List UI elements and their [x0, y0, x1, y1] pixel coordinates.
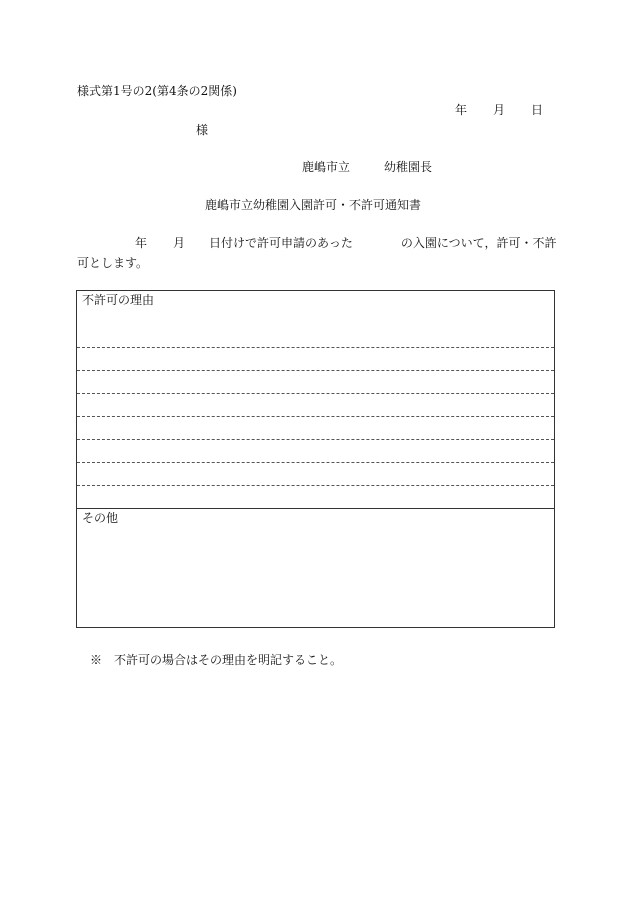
- other-section-label: その他: [82, 511, 119, 525]
- body-text-line1: [135, 236, 556, 250]
- date-day-label: 日: [531, 103, 544, 117]
- body-year-label: 年: [135, 236, 148, 250]
- reason-box: [76, 290, 555, 628]
- date-month-label: 月: [493, 103, 506, 117]
- issuer-title: 幼稚園長: [384, 160, 433, 174]
- form-number: 様式第1号の2(第4条の2関係): [77, 84, 237, 98]
- document-title: 鹿嶋市立幼稚園入園許可・不許可通知書: [205, 198, 422, 212]
- reason-writing-line: [77, 370, 554, 371]
- section-divider: [77, 508, 554, 509]
- reason-writing-line: [77, 393, 554, 394]
- date-line: [455, 103, 543, 117]
- reason-writing-line: [77, 462, 554, 463]
- reason-writing-line: [77, 416, 554, 417]
- reason-section-label: 不許可の理由: [82, 293, 155, 307]
- body-month-label: 月: [173, 236, 186, 250]
- reason-writing-line: [77, 439, 554, 440]
- date-year-label: 年: [455, 103, 468, 117]
- body-text-line2: 可とします。: [77, 256, 149, 270]
- footnote: ※ 不許可の場合はその理由を明記すること。: [90, 653, 343, 667]
- issuer-city: 鹿嶋市立: [302, 160, 351, 174]
- body-text-part1: 日付けで許可申請のあった: [209, 236, 353, 250]
- issuer-line: [302, 160, 432, 174]
- reason-writing-line: [77, 485, 554, 486]
- addressee-suffix: 様: [196, 123, 209, 137]
- body-text-part2: の入園について，許可・不許: [400, 236, 557, 250]
- reason-writing-line: [77, 347, 554, 348]
